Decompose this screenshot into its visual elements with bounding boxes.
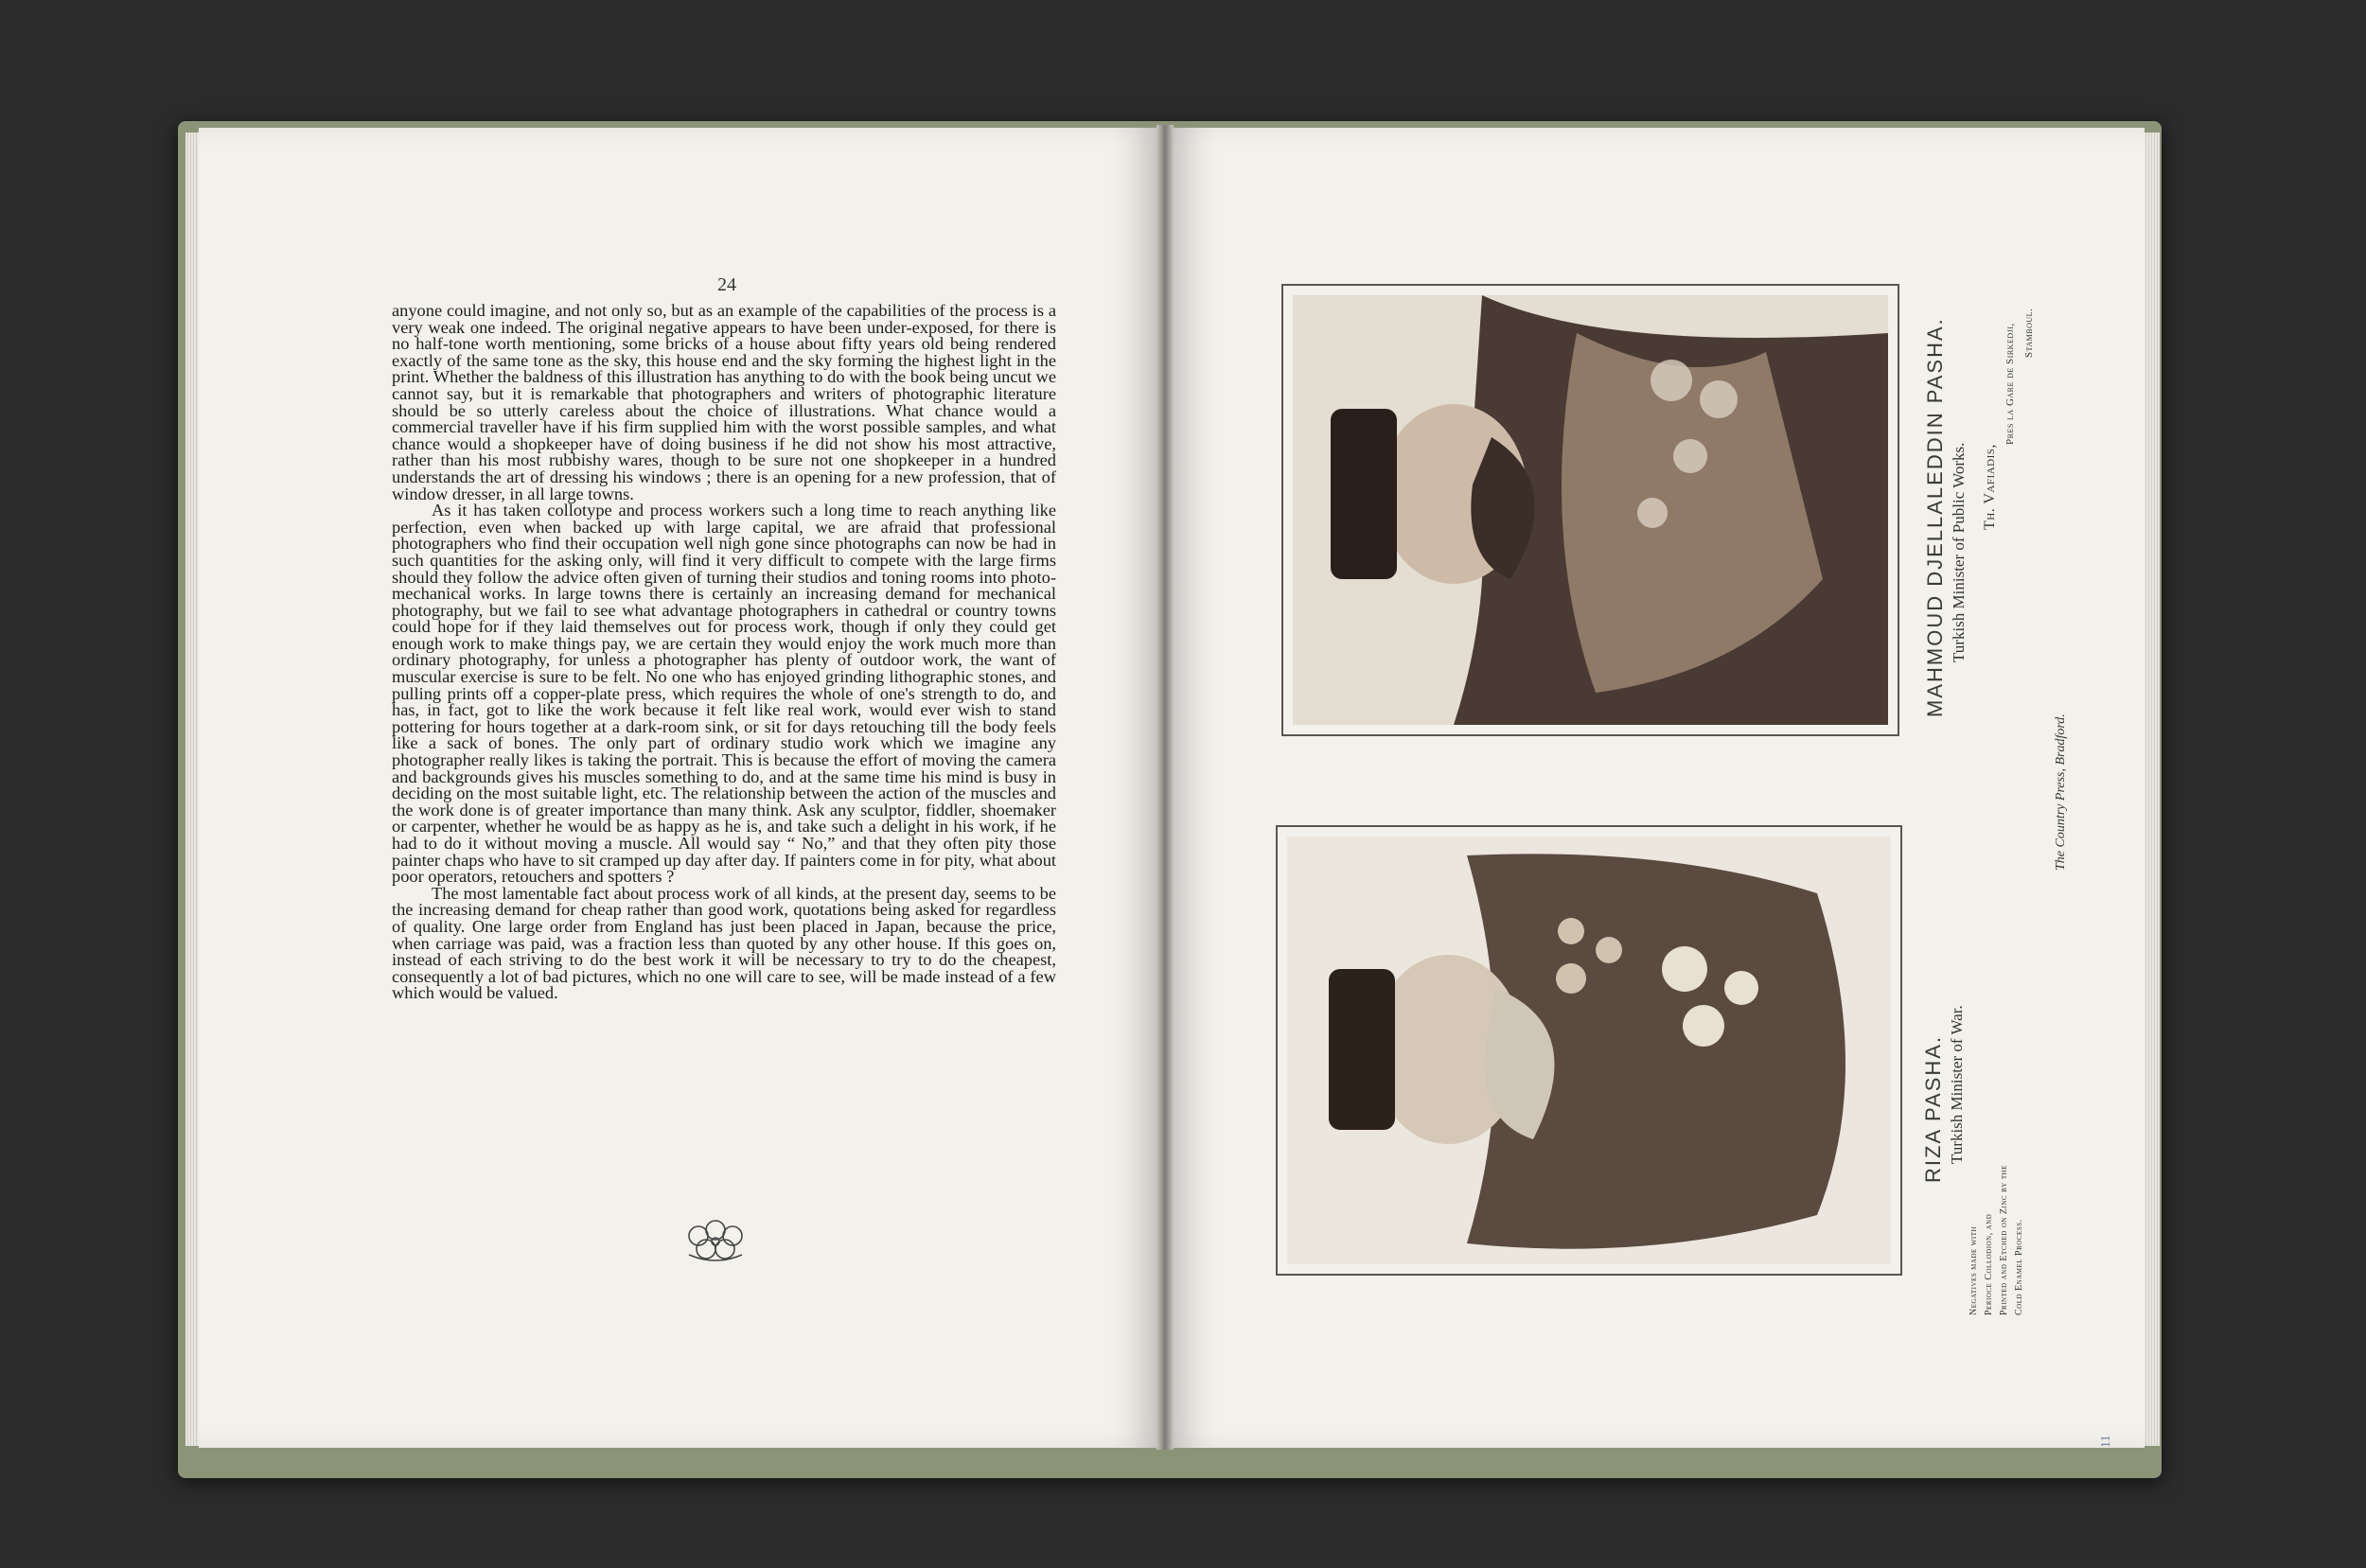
caption-address-1: Pres la Gare de Sirkedji,: [2004, 323, 2016, 445]
portrait-image: [1287, 837, 1891, 1264]
portrait-image: [1293, 295, 1888, 725]
floral-ornament-icon: [678, 1217, 753, 1266]
page-number: 24: [717, 274, 736, 295]
portrait-photo-riza: [1276, 825, 1902, 1276]
process-line-4: Cold Enamel Process.: [2014, 1219, 2024, 1315]
portrait-illustration-icon: [1287, 837, 1891, 1264]
paragraph-3: The most lamentable fact about process work of all kinds, at the present day, seems to be the increasing demand for cheap rather than good work, quotations being asked for regardless of quality. One large order from England has just been placed in Japan, because the price, when carriage was paid, was a fraction less than quoted by any other house. If this goes on, instead of each striving to do the best work it will be necessary to try to do the cheapest, consequently a lot of bad pictures, which no one will care to see, will be made instead of a few which would be valued.: [392, 883, 1056, 1003]
caption-title-mahmoud: Turkish Minister of Public Works.: [1950, 442, 1968, 662]
press-credit: The Country Press, Bradford.: [2054, 714, 2068, 871]
caption-address-2: Stamboul.: [2023, 308, 2035, 358]
process-line-2: Perioce Collodion, and: [1984, 1213, 1994, 1315]
caption-name-riza: RIZA PASHA.: [1921, 1034, 1945, 1183]
portrait-photo-mahmoud: [1281, 284, 1899, 736]
body-text: [392, 303, 1056, 1002]
paragraph-1: anyone could imagine, and not only so, but as an example of the capabilities of the process is a very weak one indeed. The original negative appears to have been under-exposed, for there is no half-tone worth mentioning, some bricks of a house about fifty years old being rendered exactly of the same tone as the sky, this house end and the sky forming the highest light in the print. Whether the baldness of this illustration has anything to do with the book being uncut we cannot say, but it is remarkable that photographers and writers of photographic literature should be so utterly careless about the choice of illustrations. What chance would a commercial traveller have if his firm supplied him with the worst possible samples, and what chance would a shopkeeper have of doing business if he did not show his most attractive, rather than his most rubbishy wares, though to be sure not one shopkeeper in a hundred understands the art of dressing his windows ; there is an opening for a new profession, that of window dresser, in all large towns.: [392, 301, 1056, 503]
caption-name-mahmoud: MAHMOUD DJELLALEDDIN PASHA.: [1923, 317, 1947, 717]
process-line-3: Printed and Etched on Zinc by the: [1999, 1165, 2009, 1315]
book-gutter: [1157, 125, 1174, 1450]
process-line-1: Negatives made with: [1969, 1225, 1979, 1315]
corner-mark: 11: [2099, 1435, 2113, 1448]
caption-title-riza: Turkish Minister of War.: [1948, 1005, 1966, 1164]
paragraph-2: As it has taken collotype and process workers such a long time to reach anything like perfection, even when backed up with large capital, we are afraid that professional photographers who find their occupation well nigh gone since photographs can now be had in such quantities for the asking only, will find it very difficult to compete with the large firms should they follow the advice often given of turning their studios and toning rooms into photo-mechanical works. In large towns there is certainly an increasing demand for mechanical photography, but we fail to see what advantage photographers in cathedral or country towns could hope for if they laid themselves out for process work, though if only they could get enough work to make things pay, we are certain they would enjoy the work much more than ordinary photography, for unless a photographer has plenty of outdoor work, the want of muscular exercise is sure to be felt. No one who has enjoyed grinding lithographic stones, and pulling prints off a copper-plate press, which requires the whole of one's strength to do, and has, in fact, got to like the work because it felt like real work, would ever wish to stand pottering for hours together at a dark-room sink, or sit for days retouching till the body feels like a sack of bones. The only part of ordinary studio work which we imagine any photographer really likes is taking the portrait. This is because the effort of moving the camera and backgrounds gives his muscles something to do, and at the same time his mind is busy in deciding on the most suitable light, etc. The relationship between the action of the muscles and the work done is of greater importance than many think. Ask any sculptor, fiddler, shoemaker or carpenter, whether he would be as happy as he is, and take such a delight in his work, if he had to do it without moving a muscle. All would say “ No,” and that they often pity those painter chaps who have to sit cramped up day after day. If painters come in for pity, what about poor operators, retouchers and spotters ?: [392, 501, 1056, 887]
caption-photographer: Th. Vafiadis,: [1982, 444, 1998, 530]
portrait-illustration-icon: [1293, 295, 1888, 725]
